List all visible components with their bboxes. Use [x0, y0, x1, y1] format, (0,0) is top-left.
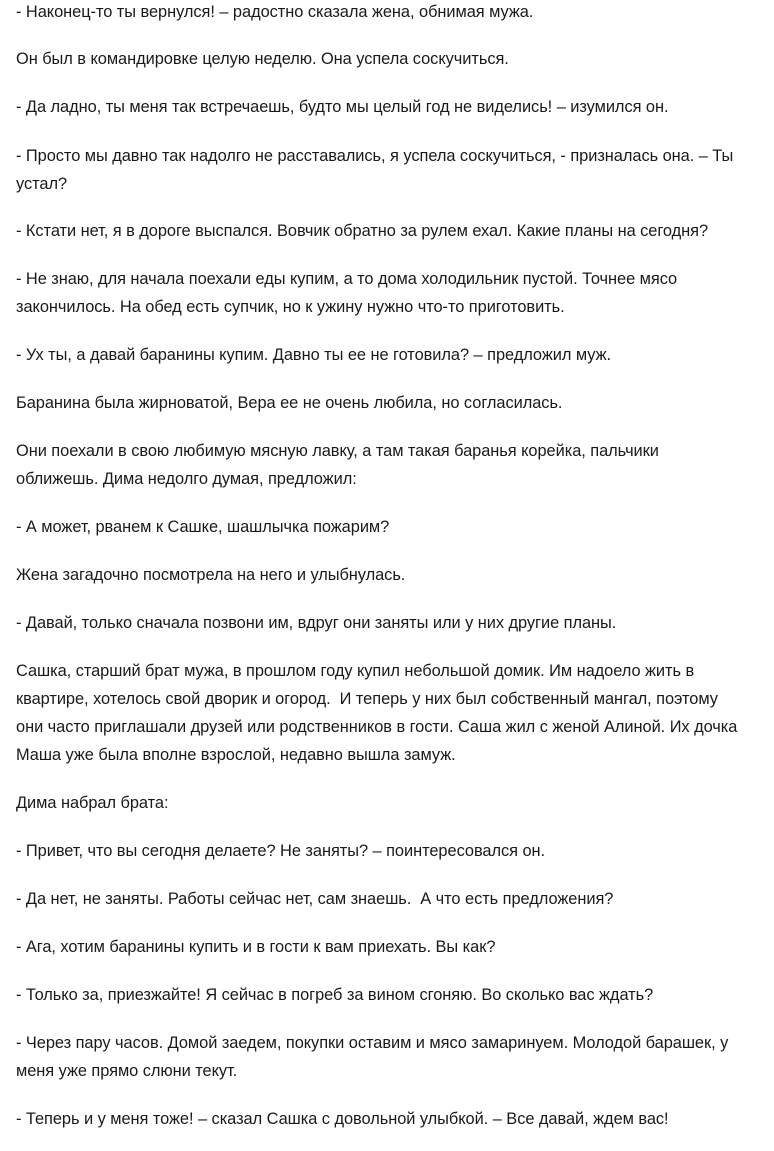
paragraph: - Да нет, не заняты. Работы сейчас нет, сам знаешь. А что есть предложения?: [16, 890, 614, 908]
paragraph: - Давай, только сначала позвони им, вдруг они заняты или у них другие планы.: [16, 614, 617, 632]
paragraph: - А может, рванем к Сашке, шашлычка пожарим?: [16, 518, 390, 536]
paragraph: Они поехали в свою любимую мясную лавку, а там такая баранья корейка, пальчики оближешь. Дима недолго думая, предложил:: [16, 442, 659, 488]
paragraph: - Просто мы давно так надолго не расставались, я успела соскучиться, - призналась она. – Ты устал?: [16, 147, 734, 193]
paragraph: - Теперь и у меня тоже! – сказал Сашка с довольной улыбкой. – Все давай, ждем вас!: [16, 1110, 669, 1128]
paragraph: - Только за, приезжайте! Я сейчас в погреб за вином сгоняю. Во сколько вас ждать?: [16, 986, 654, 1004]
paragraph: Жена загадочно посмотрела на него и улыбнулась.: [16, 566, 406, 584]
paragraph: Он был в командировке целую неделю. Она успела соскучиться.: [16, 50, 509, 68]
paragraph: - Наконец-то ты вернулся! – радостно сказала жена, обнимая мужа.: [16, 3, 534, 21]
paragraph: - Кстати нет, я в дороге выспался. Вовчик обратно за рулем ехал. Какие планы на сегодня?: [16, 222, 709, 240]
paragraph: - Ух ты, а давай баранины купим. Давно ты ее не готовила? – предложил муж.: [16, 346, 612, 364]
paragraph: - Да ладно, ты меня так встречаешь, будто мы целый год не виделись! – изумился он.: [16, 98, 669, 116]
paragraph: - Привет, что вы сегодня делаете? Не заняты? – поинтересовался он.: [16, 842, 546, 860]
paragraph: Баранина была жирноватой, Вера ее не очень любила, но согласилась.: [16, 394, 563, 412]
paragraph: - Через пару часов. Домой заедем, покупки оставим и мясо замаринуем. Молодой барашек, у меня уже прямо слюни текут.: [16, 1034, 729, 1080]
paragraph: Сашка, старший брат мужа, в прошлом году купил небольшой домик. Им надоело жить в квартире, хотелось свой дворик и огород. И теперь у них был собственный мангал, поэтому они часто приглашали друзей или родственников в гости. Саша жил с женой Алиной. Их дочка Маша уже была вполне взрослой, недавно вышла замуж.: [16, 662, 738, 764]
paragraph: Дима набрал брата:: [16, 794, 169, 812]
paragraph: - Не знаю, для начала поехали еды купим, а то дома холодильник пустой. Точнее мясо закончилось. На обед есть супчик, но к ужину нужно что-то приготовить.: [16, 270, 678, 316]
paragraph: - Ага, хотим баранины купить и в гости к вам приехать. Вы как?: [16, 938, 496, 956]
